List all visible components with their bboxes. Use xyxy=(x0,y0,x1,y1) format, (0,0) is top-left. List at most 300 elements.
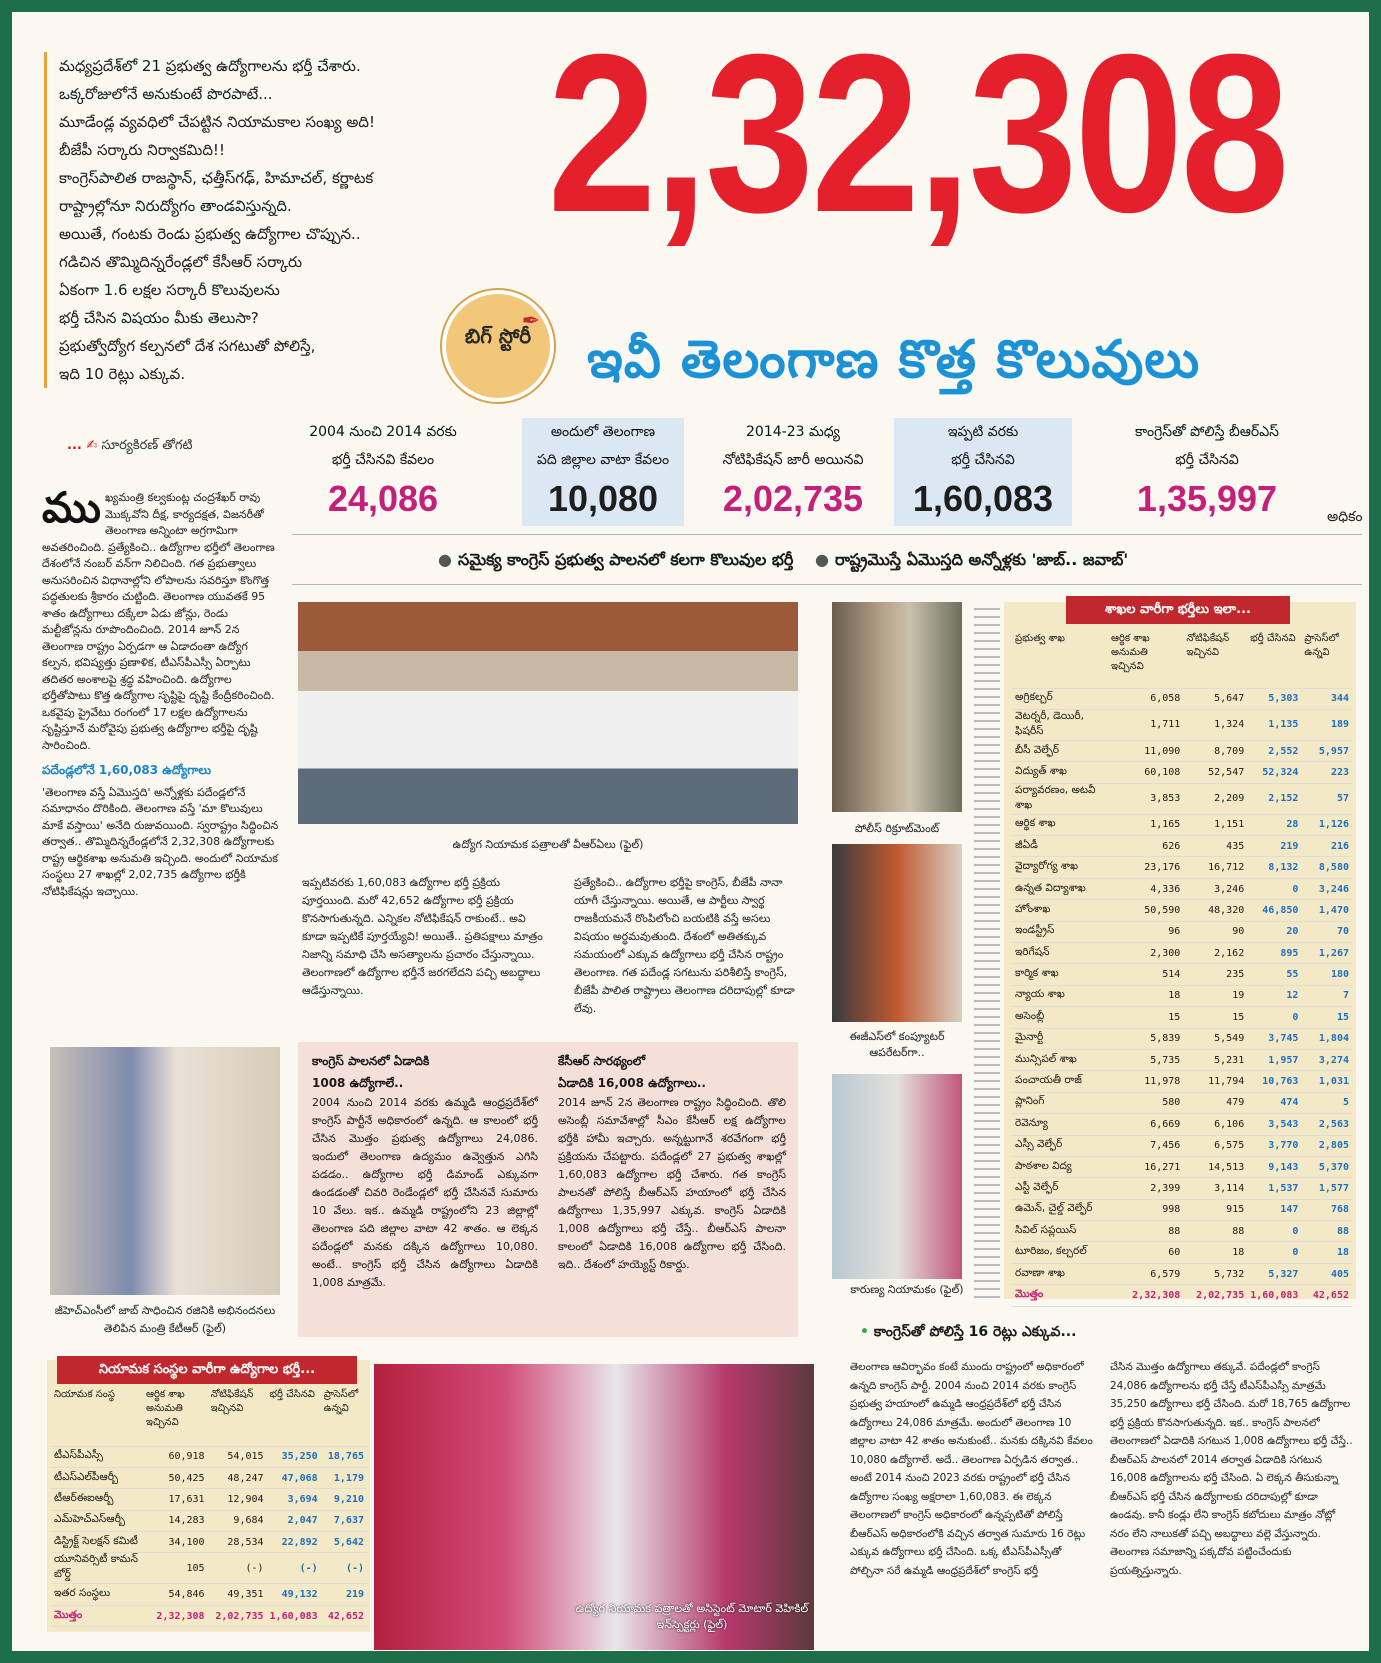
table-cell: 28 xyxy=(1247,814,1301,835)
table-cell: 14,513 xyxy=(1183,1156,1247,1177)
table-cell: 2,563 xyxy=(1301,1114,1352,1135)
table-cell: 5,303 xyxy=(1247,688,1301,709)
intro-line: గడిచిన తొమ్మిదిన్నరేండ్లలో కేసీఆర్ సర్కారు xyxy=(59,253,303,271)
table-cell: 47,068 xyxy=(267,1467,321,1488)
badge-text: బిగ్ స్టోరీ xyxy=(464,324,532,348)
table-cell: 1,126 xyxy=(1301,814,1352,835)
department-table xyxy=(1012,632,1352,1307)
table-cell: 96 xyxy=(1108,921,1183,942)
table-cell: 23,176 xyxy=(1108,857,1183,878)
table-cell: 6,106 xyxy=(1183,1114,1247,1135)
intro-block xyxy=(44,52,454,388)
table-cell: 54,015 xyxy=(208,1446,267,1467)
table-row xyxy=(51,1532,367,1553)
table-cell: 2,399 xyxy=(1108,1178,1183,1199)
table-row xyxy=(1012,985,1352,1006)
stat-label-1: ఇప్పటి వరకు xyxy=(947,424,1019,440)
intro-line: అయితే, గంటకు రెండు ప్రభుత్వ ఉద్యోగాల చొప్పున.. xyxy=(59,225,361,243)
photo-egs-operator xyxy=(832,844,962,1022)
table-cell: 11,978 xyxy=(1108,1071,1183,1092)
table-cell: 435 xyxy=(1183,836,1247,857)
table-cell: 5,370 xyxy=(1301,1156,1352,1177)
table-header-cell: ప్రాసెస్‌లో ఉన్నవి xyxy=(321,1388,367,1446)
table-cell: 6,669 xyxy=(1108,1114,1183,1135)
table-cell: బీసీ వెల్ఫేర్ xyxy=(1012,740,1108,761)
stat-label-1: కాంగ్రెస్‌తో పోలిస్తే బీఆర్‌ఎస్ xyxy=(1134,424,1280,440)
table-row xyxy=(1012,762,1352,783)
stat-value: 2,02,735 xyxy=(722,478,864,519)
table-cell: 0 xyxy=(1247,878,1301,899)
stat-2004-2014 xyxy=(302,418,464,526)
table-cell: అసెంబ్లీ xyxy=(1012,1007,1108,1028)
congress-body: 2004 నుంచి 2014 వరకు ఉమ్మడి ఆంధ్రప్రదేశ్‌లో కాంగ్రెస్ పార్టీనే అధికారంలో ఉన్నది. ఆ కాలంలో భర్తీ చేసిన మొత్తం ప్రభుత్వ ఉద్యోగాలు 24,086. ఇందులో తెలంగాణ ఉద్యమం ఉవ్వెత్తున ఎగిసి పడడం.. ఉద్యోగాల భర్తీ డిమాండ్ ఎక్కువగా ఉండడంతో చివరి రెండేండ్లలో భర్తీ చేసినవే సుమారు 10 వేలు. ఇక.. ఉమ్మడి రాష్ట్రంలోని 23 జిల్లాల్లో తెలంగాణ పది జిల్లాల వాటా 42 శాతం. ఆ లెక్కన పదేండ్లలో మనకు దక్కిన ఉద్యోగాలు 10,080. అంటే.. కాంగ్రెస్ భర్తీ చేసిన ఉద్యోగాలు ఏడాదికి 1,008 మాత్రమే. xyxy=(312,1096,538,1289)
table-cell: 5,735 xyxy=(1108,1049,1183,1070)
table-cell: 1,577 xyxy=(1301,1178,1352,1199)
table-cell: 88 xyxy=(1183,1221,1247,1242)
table-cell: 7 xyxy=(1301,985,1352,1006)
table-cell: 88 xyxy=(1301,1221,1352,1242)
table-header-cell: ఆర్థిక శాఖ అనుమతి ఇచ్చినవి xyxy=(143,1388,208,1446)
table-cell: 0 xyxy=(1247,1221,1301,1242)
caption-egs: ఈజీఎస్‌లో కంప్యూటర్ ఆపరేటర్‌గా.. xyxy=(849,1030,945,1059)
table-cell: 16,712 xyxy=(1183,857,1247,878)
stat-value: 10,080 xyxy=(547,478,659,519)
table-cell: (-) xyxy=(321,1553,367,1584)
table-cell: 1,135 xyxy=(1247,709,1301,740)
table-row xyxy=(1012,1071,1352,1092)
table-cell: 2,552 xyxy=(1247,740,1301,761)
bullet-dot-icon: ● xyxy=(438,550,452,569)
left-article xyxy=(42,483,279,900)
table-row xyxy=(1012,1135,1352,1156)
table-cell: 1,324 xyxy=(1183,709,1247,740)
stat-label-2: భర్తీ చేసినవి xyxy=(951,452,1015,468)
table-cell: 5,549 xyxy=(1183,1028,1247,1049)
table-cell: 1,165 xyxy=(1108,814,1183,835)
table-row xyxy=(1012,1199,1352,1220)
table-cell: 19 xyxy=(1183,985,1247,1006)
stat-label-2: భర్తీ చేసినవి xyxy=(1175,452,1239,468)
table-cell: 2,152 xyxy=(1247,783,1301,814)
table-row xyxy=(1012,1242,1352,1263)
table-cell: 7,637 xyxy=(321,1510,367,1531)
agency-table-title: నియామక సంస్థల వారీగా ఉద్యోగాల భర్తీ... xyxy=(57,1356,357,1384)
table-cell: 1,031 xyxy=(1301,1071,1352,1092)
table-cell: ఇండస్ట్రీస్ xyxy=(1012,921,1108,942)
table-cell: 8,132 xyxy=(1247,857,1301,878)
table-row xyxy=(51,1446,367,1467)
table-cell: 60,918 xyxy=(143,1446,208,1467)
table-cell: 998 xyxy=(1108,1199,1183,1220)
intro-line: కాంగ్రెస్‌పాలిత రాజస్థాన్, ఛత్తీస్‌గఢ్, హిమాచల్, కర్ణాటక xyxy=(59,169,374,187)
table-cell: 1,60,083 xyxy=(267,1605,321,1626)
congress-head-1: కాంగ్రెస్ పాలనలో ఏడాదికి xyxy=(312,1054,430,1068)
table-header-row xyxy=(51,1388,367,1446)
intro-line: భర్తీ చేసిన విషయం మీకు తెలుసా? xyxy=(59,309,259,327)
table-cell: 2,805 xyxy=(1301,1135,1352,1156)
table-cell: 55 xyxy=(1247,964,1301,985)
pen-icon: ✒ xyxy=(521,309,540,334)
table-cell: 12,904 xyxy=(208,1489,267,1510)
table-cell: ప్లానింగ్ xyxy=(1012,1092,1108,1113)
table-row xyxy=(1012,814,1352,835)
newspaper-page xyxy=(12,12,1369,1651)
table-row xyxy=(1012,1178,1352,1199)
table-cell: రవాణా శాఖ xyxy=(1012,1263,1108,1284)
table-cell: టీఎస్‌ఎల్‌పీఆర్బీ xyxy=(51,1467,143,1488)
table-cell: 6,579 xyxy=(1108,1263,1183,1284)
table-cell: 18,765 xyxy=(321,1446,367,1467)
intro-line: మూడేండ్ల వ్యవధిలో చేపట్టిన నియామకాల సంఖ్య అది! xyxy=(59,113,375,131)
table-cell: 49,351 xyxy=(208,1584,267,1605)
kcr-section xyxy=(558,1050,786,1274)
table-cell: (-) xyxy=(267,1553,321,1584)
table-cell: 0 xyxy=(1247,1242,1301,1263)
table-cell: పాఠశాల విద్య xyxy=(1012,1156,1108,1177)
bullet-text-2: రాష్ట్రమొస్తే ఏమొస్తది అన్నోళ్లకు 'జాబ్.. జవాబ్' xyxy=(834,550,1129,569)
table-cell: 35,250 xyxy=(267,1446,321,1467)
intro-line: బీజేపీ సర్కారు నిర్వాకమిది!! xyxy=(59,141,225,159)
stat-label-2: నోటిఫికేషన్ జారీ అయినవి xyxy=(722,452,864,468)
table-cell: (-) xyxy=(208,1553,267,1584)
bottom-right-headline xyxy=(860,1324,1076,1343)
table-cell: 1,537 xyxy=(1247,1178,1301,1199)
table-cell: 20 xyxy=(1247,921,1301,942)
table-cell: 235 xyxy=(1183,964,1247,985)
table-cell: మొత్తం xyxy=(1012,1285,1108,1306)
table-row xyxy=(1012,1049,1352,1070)
table-cell: 10,763 xyxy=(1247,1071,1301,1092)
table-cell: 52,547 xyxy=(1183,762,1247,783)
stat-value: 24,086 xyxy=(327,478,439,519)
table-cell: ఇతర సంస్థలు xyxy=(51,1584,143,1605)
photo-compassionate xyxy=(832,1074,962,1279)
table-cell: 1,957 xyxy=(1247,1049,1301,1070)
table-header-cell: భర్తీ చేసినవి xyxy=(1247,632,1301,688)
table-row xyxy=(51,1510,367,1531)
table-cell: 474 xyxy=(1247,1092,1301,1113)
stat-brs-vs-congress xyxy=(1092,418,1322,526)
table-row xyxy=(51,1467,367,1488)
table-row xyxy=(1012,1114,1352,1135)
table-cell: 60,108 xyxy=(1108,762,1183,783)
table-cell: 50,590 xyxy=(1108,900,1183,921)
table-cell: 34,100 xyxy=(143,1532,208,1553)
table-cell: 60 xyxy=(1108,1242,1183,1263)
caption-mvi: ఉద్యోగ నియామక పత్రాలతో అసిస్టెంట్ మోటార్ వెహికిల్ ఇన్‌స్పెక్టర్లు (ఫైల్) xyxy=(575,1602,809,1631)
table-cell: 5 xyxy=(1301,1092,1352,1113)
table-cell: 17,631 xyxy=(143,1489,208,1510)
notebook-spiral xyxy=(974,602,1000,1299)
table-cell: 3,694 xyxy=(267,1489,321,1510)
table-cell: 9,210 xyxy=(321,1489,367,1510)
table-cell: 11,090 xyxy=(1108,740,1183,761)
intro-line: ఇది 10 రెట్లు ఎక్కువ. xyxy=(59,365,186,383)
table-cell: 3,114 xyxy=(1183,1178,1247,1199)
table-cell: 2,209 xyxy=(1183,783,1247,814)
table-cell: 5,839 xyxy=(1108,1028,1183,1049)
byline: ... ✍ సూర్యకిరణ్ తోగటి xyxy=(67,438,193,453)
table-row xyxy=(1012,857,1352,878)
table-cell: 7,456 xyxy=(1108,1135,1183,1156)
table-cell: టీఆర్‌ఈఐఆర్బీ xyxy=(51,1489,143,1510)
stat-filled xyxy=(894,418,1072,526)
caption-vras: ఉద్యోగ నియామక పత్రాలతో వీఆర్‌ఏలు (ఫైల్) xyxy=(452,838,644,851)
table-cell: 580 xyxy=(1108,1092,1183,1113)
headline-subtitle: ఇవీ తెలంగాణ కొత్త కొలువులు xyxy=(587,330,1201,390)
table-cell: 219 xyxy=(321,1584,367,1605)
table-cell: 18 xyxy=(1301,1242,1352,1263)
table-cell: సివిల్ సప్లయిస్ xyxy=(1012,1221,1108,1242)
table-cell: 9,143 xyxy=(1247,1156,1301,1177)
table-cell: పంచాయతీ రాజ్ xyxy=(1012,1071,1108,1092)
table-row xyxy=(1012,709,1352,740)
table-cell: 5,647 xyxy=(1183,688,1247,709)
table-cell: 1,179 xyxy=(321,1467,367,1488)
table-total-row xyxy=(1012,1285,1352,1306)
table-cell: 5,732 xyxy=(1183,1263,1247,1284)
table-cell: 2,32,308 xyxy=(1108,1285,1183,1306)
stat-label-2: భర్తీ చేసినవి కేవలం xyxy=(331,452,435,468)
table-cell: 626 xyxy=(1108,836,1183,857)
stat-label-2: పది జిల్లాల వాటా కేవలం xyxy=(536,452,670,468)
table-cell: 18 xyxy=(1108,985,1183,1006)
big-story-badge xyxy=(442,290,554,402)
table-cell: 344 xyxy=(1301,688,1352,709)
headline-number: 2,32,308 xyxy=(547,12,1287,260)
table-cell: 3,246 xyxy=(1183,878,1247,899)
table-cell: 46,850 xyxy=(1247,900,1301,921)
bullet-strip xyxy=(432,550,1128,573)
table-cell: 915 xyxy=(1183,1199,1247,1220)
divider xyxy=(292,584,1362,585)
table-row xyxy=(1012,1221,1352,1242)
congress-section xyxy=(312,1050,538,1292)
intro-line: ఒక్కరోజులోనే అనుకుంటే పొరపాటే... xyxy=(59,85,273,103)
bottom-column-2: చేసిన మొత్తం ఉద్యోగాలు తక్కువే. పదేండ్లలో కాంగ్రెస్ 24,086 ఉద్యోగాలను భర్తీ చేస్తే టీఎస్‌పీఎస్సీ మాత్రమే 35,250 ఉద్యోగాలు భర్తీ చేసింది. మరో 18,765 ఉద్యోగాల భర్తీ ప్రక్రియ కొనసాగుతున్నది. ఇక.. కాంగ్రెస్ పాలనలో తెలంగాణలో ఏడాదికి సగటున 1,008 ఉద్యోగాలు భర్తీ చేస్తే.. బీఆర్‌ఎస్ పాలనలో 2014 తర్వాత ఏడాదికి సగటున 16,008 ఉద్యోగాలను భర్తీ చేసింది. ఏ లెక్కన తీసుకున్నా బీఆర్‌ఎస్ భర్తీ చేసిన ఉద్యోగాలకు దరిదాపుల్లో కూడా ఉండవు. కానీ కండ్లు లేని కాంగ్రెస్ కబోదులు మాత్రం నోట్లో నరం లేని నాలుకతో పచ్చి అబద్ధాలు వల్లె వేస్తున్నారు. తెలంగాణ సమాజాన్ని పక్కదోవ పట్టించేందుకు ప్రయత్నిస్తున్నారు. xyxy=(1110,1361,1353,1577)
table-row xyxy=(1012,836,1352,857)
table-cell: టూరిజం, కల్చరల్ xyxy=(1012,1242,1108,1263)
table-cell: జీఏడీ xyxy=(1012,836,1108,857)
table-cell: రెవెన్యూ xyxy=(1012,1114,1108,1135)
bottom-right-head-text: కాంగ్రెస్‌తో పోలిస్తే 16 రెట్లు ఎక్కువ... xyxy=(873,1324,1077,1340)
table-header-cell: ఆర్థిక శాఖ అనుమతి ఇచ్చినవి xyxy=(1108,632,1183,688)
table-cell: 18 xyxy=(1183,1242,1247,1263)
table-row xyxy=(1012,878,1352,899)
table-cell: 6,058 xyxy=(1108,688,1183,709)
table-header-row xyxy=(1012,632,1352,688)
table-cell: 57 xyxy=(1301,783,1352,814)
table-cell: న్యాయ శాఖ xyxy=(1012,985,1108,1006)
table-cell: ఉమెన్, చైల్డ్ వెల్ఫేర్ xyxy=(1012,1199,1108,1220)
table-cell: 15 xyxy=(1301,1007,1352,1028)
divider xyxy=(292,534,1362,535)
table-cell: 12 xyxy=(1247,985,1301,1006)
table-cell: పర్యావరణం, అటవీ శాఖ xyxy=(1012,783,1108,814)
table-cell: 48,247 xyxy=(208,1467,267,1488)
bullet-dot-icon: • xyxy=(860,1324,869,1340)
photo-ktr xyxy=(50,1047,280,1295)
table-cell: 52,324 xyxy=(1247,762,1301,783)
table-total-row xyxy=(51,1605,367,1626)
table-cell: 48,320 xyxy=(1183,900,1247,921)
table-cell: 147 xyxy=(1247,1199,1301,1220)
table-row xyxy=(51,1489,367,1510)
table-row xyxy=(1012,1007,1352,1028)
table-cell: 4,336 xyxy=(1108,878,1183,899)
table-cell: 90 xyxy=(1183,921,1247,942)
table-cell: 514 xyxy=(1108,964,1183,985)
intro-line: రాష్ట్రాల్లోనూ నిరుద్యోగం తాండవిస్తున్నది. xyxy=(59,197,292,215)
congress-head-2: 1008 ఉద్యోగాలే.. xyxy=(312,1076,404,1090)
table-cell: 8,709 xyxy=(1183,740,1247,761)
table-cell: 8,580 xyxy=(1301,857,1352,878)
intro-line: ఏకంగా 1.6 లక్షల సర్కారీ కొలువులను xyxy=(59,281,280,299)
stat-notifications xyxy=(712,418,874,526)
stat-label-1: అందులో తెలంగాణ xyxy=(550,424,656,440)
table-cell: 180 xyxy=(1301,964,1352,985)
table-cell: 5,327 xyxy=(1247,1263,1301,1284)
table-cell: 1,804 xyxy=(1301,1028,1352,1049)
table-cell: ఆర్థిక శాఖ xyxy=(1012,814,1108,835)
table-cell: కార్మిక శాఖ xyxy=(1012,964,1108,985)
table-row xyxy=(1012,1028,1352,1049)
table-header-cell: ప్రభుత్వ శాఖ xyxy=(1012,632,1108,688)
left-subhead: పదేండ్లలోనే 1,60,083 ఉద్యోగాలు xyxy=(42,763,212,777)
table-header-cell: నోటిఫికేషన్ ఇచ్చినవి xyxy=(1183,632,1247,688)
table-cell: 88 xyxy=(1108,1221,1183,1242)
table-cell: 3,274 xyxy=(1301,1049,1352,1070)
kcr-head-1: కేసీఆర్ సారథ్యంలో xyxy=(558,1054,646,1068)
table-cell: 22,892 xyxy=(267,1532,321,1553)
table-cell: ఎస్టీ వెల్ఫేర్ xyxy=(1012,1178,1108,1199)
table-cell: వైద్యారోగ్య శాఖ xyxy=(1012,857,1108,878)
table-row xyxy=(1012,921,1352,942)
table-cell: 2,32,308 xyxy=(143,1605,208,1626)
table-cell: 895 xyxy=(1247,943,1301,964)
table-cell: 1,151 xyxy=(1183,814,1247,835)
table-cell: 1,711 xyxy=(1108,709,1183,740)
table-cell: 54,846 xyxy=(143,1584,208,1605)
table-cell: 28,534 xyxy=(208,1532,267,1553)
table-cell: వెటర్నరీ, డెయిరీ, ఫిషరీస్ xyxy=(1012,709,1108,740)
table-cell: 16,271 xyxy=(1108,1156,1183,1177)
table-cell: 42,652 xyxy=(321,1605,367,1626)
table-cell: 2,02,735 xyxy=(208,1605,267,1626)
table-cell: 2,300 xyxy=(1108,943,1183,964)
table-cell: 5,642 xyxy=(321,1532,367,1553)
table-cell: 223 xyxy=(1301,762,1352,783)
caption-police: పోలీస్ రిక్రూట్‌మెంట్ xyxy=(854,822,940,835)
table-cell: 5,957 xyxy=(1301,740,1352,761)
table-header-cell: ప్రాసెస్‌లో ఉన్నవి xyxy=(1301,632,1352,688)
table-cell: అగ్రికల్చర్ xyxy=(1012,688,1108,709)
stat-value: 1,60,083 xyxy=(912,478,1054,519)
table-cell: ఎస్సీ వెల్ఫేర్ xyxy=(1012,1135,1108,1156)
table-row xyxy=(1012,964,1352,985)
table-cell: 42,652 xyxy=(1301,1285,1352,1306)
table-row xyxy=(1012,783,1352,814)
table-cell: 2,162 xyxy=(1183,943,1247,964)
bullet-dot-icon: ● xyxy=(814,550,829,569)
table-cell: 70 xyxy=(1301,921,1352,942)
table-cell: మొత్తం xyxy=(51,1605,143,1626)
intro-line: ప్రభుత్వోద్యోగ కల్పనలో దేశ సగటుతో పోలిస్తే, xyxy=(59,337,316,355)
table-cell: 3,853 xyxy=(1108,783,1183,814)
table-cell: 1,60,083 xyxy=(1247,1285,1301,1306)
mid-column-a: ఇప్పటివరకు 1,60,083 ఉద్యోగాల భర్తీ ప్రక్రియ పూర్తయింది. మరో 42,652 ఉద్యోగాల భర్తీ ప్రక్రియ కొనసాగుతున్నది. ఎన్నికల నోటిఫికేషన్ రాకుంటే.. అవి కూడా ఇప్పటికే పూర్తయ్యేవి! అయితే.. ప్రతిపక్షాలు మాత్రం నిజాన్ని సమాధి చేసి అసత్యాలను ప్రచారం చేస్తున్నాయి. తెలంగాణలో ఉద్యోగాల భర్తీనే జరగలేదని పచ్చి అబద్ధాలు ఆడేస్తున్నాయి. xyxy=(302,876,543,997)
byline-author: సూర్యకిరణ్ తోగటి xyxy=(101,438,193,453)
table-cell: 14,283 xyxy=(143,1510,208,1531)
table-row xyxy=(1012,900,1352,921)
photo-vras xyxy=(298,602,798,824)
table-cell: 3,770 xyxy=(1247,1135,1301,1156)
stat-telangana-share xyxy=(522,418,684,526)
table-cell: 3,246 xyxy=(1301,878,1352,899)
stat-suffix: అధికం xyxy=(1327,509,1363,525)
table-cell: డిస్ట్రిక్ట్ సెలక్షన్ కమిటీ xyxy=(51,1532,143,1553)
table-row xyxy=(1012,1263,1352,1284)
stat-label-1: 2014-23 మధ్య xyxy=(746,424,840,440)
table-cell: 216 xyxy=(1301,836,1352,857)
table-row xyxy=(51,1553,367,1584)
department-table-title: శాఖల వారీగా భర్తీలు ఇలా... xyxy=(1066,596,1290,624)
table-cell: 405 xyxy=(1301,1263,1352,1284)
table-cell: 1,267 xyxy=(1301,943,1352,964)
table-cell: ఎమ్‌హెచ్‌ఎస్‌ఆర్బీ xyxy=(51,1510,143,1531)
table-cell: 3,745 xyxy=(1247,1028,1301,1049)
stat-label-1: 2004 నుంచి 2014 వరకు xyxy=(309,424,457,440)
table-cell: ఉన్నత విద్యాశాఖ xyxy=(1012,878,1108,899)
mid-column-b: ప్రత్యేకించి.. ఉద్యోగాల భర్తీపై కాంగ్రెస్, బీజేపీ నానా యాగీ చేస్తున్నాయి. అయితే, ఆ పార్టీలు స్వార్థ రాజకీయమనే రొంపిలోంచి బయటికి వస్తే అసలు విషయం అర్థమవుతుంది. దేశంలో అతితక్కువ సమయంలో ఎక్కువ ఉద్యోగాలు భర్తీ చేసిన రాష్ట్రం తెలంగాణ. గత పదేండ్ల సగటును పరిశీలిస్తే కాంగ్రెస్, బీజేపీ పాలిత రాష్ట్రాలు తెలంగాణ దరిదాపుల్లో కూడా లేవు. xyxy=(574,876,795,1015)
table-cell: యూనివర్సిటీ కామన్ బోర్డ్ xyxy=(51,1553,143,1584)
table-header-cell: నోటిఫికేషన్ ఇచ్చినవి xyxy=(208,1388,267,1446)
bottom-column-1: తెలంగాణ ఆవిర్భావం కంటే ముందు రాష్ట్రంలో అధికారంలో ఉన్నది కాంగ్రెస్ పార్టీ. 2004 నుంచి 2014 వరకు కాంగ్రెస్ ప్రభుత్వ హయాంలో ఉమ్మడి ఆంధ్రప్రదేశ్‌లో భర్తీ చేసిన ఉద్యోగాలు 24,086 మాత్రమే. అందులో తెలంగాణ 10 జిల్లాల వాటా 42 శాతం అనుకుంటే.. మనకు దక్కినవి కేవలం 10,080 ఉద్యోగాలే. అదే.. తెలంగాణ ఏర్పడిన తర్వాత.. అంటే 2014 నుంచి 2023 వరకు రాష్ట్రంలో భర్తీ చేసిన ఉద్యోగాల సంఖ్య అక్షరాలా 1,60,083. ఈ లెక్కన తెలంగాణలో కాంగ్రెస్ అధికారంలో ఉన్నప్పటితో పోలిస్తే బీఆర్‌ఎస్ అధికారంలోకి వచ్చిన తర్వాత సుమారు 16 రెట్లు ఎక్కువ ఉద్యోగాలు భర్తీ చేసింది. ఒక్క టీఎస్‌పీఎస్సీతో పోల్చినా సరే ఉమ్మడి ఆంధ్రప్రదేశ్‌లో కాంగ్రెస్ భర్తీ xyxy=(850,1361,1093,1577)
drop-cap: ము xyxy=(42,483,101,532)
comparison-box xyxy=(298,1042,798,1337)
caption-compassionate: కారుణ్య నియామకం (ఫైల్) xyxy=(850,1283,964,1296)
table-cell: 15 xyxy=(1183,1007,1247,1028)
table-cell: 768 xyxy=(1301,1199,1352,1220)
table-row xyxy=(1012,943,1352,964)
table-cell: 2,047 xyxy=(267,1510,321,1531)
table-cell: టీఎస్‌పీఎస్సీ xyxy=(51,1446,143,1467)
agency-table xyxy=(51,1388,367,1627)
table-row xyxy=(1012,1156,1352,1177)
table-cell: 1,470 xyxy=(1301,900,1352,921)
table-row xyxy=(51,1584,367,1605)
kcr-head-2: ఏడాదికి 16,008 ఉద్యోగాలు.. xyxy=(558,1076,706,1090)
caption-ktr: జీహెచ్‌ఎంసీలో జాబ్ సాధించిన రజినికి అభినందనలు తెలిపిన మంత్రి కేటీఆర్ (ఫైల్) xyxy=(54,1304,276,1335)
table-cell: 15 xyxy=(1108,1007,1183,1028)
kcr-body: 2014 జూన్ 2న తెలంగాణ రాష్ట్రం సిద్ధించింది. తొలి అసెంబ్లీ సమావేశాల్లో సీఎం కేసీఆర్ లక్ష ఉద్యోగాల భర్తీకి హామీ ఇచ్చారు. అన్నట్టుగానే శరవేగంగా భర్తీ ప్రక్రియను చేపట్టారు. పదేండ్లలో 27 ప్రభుత్వ శాఖల్లో 1,60,083 ఉద్యోగాల భర్తీ చేశారు. గత కాంగ్రెస్ పాలనతో పోలిస్తే బీఆర్‌ఎస్ హయాంలో భర్తీ చేసిన ఉద్యోగాలు 1,35,997 ఎక్కువ. కాంగ్రెస్ ఏడాదికి 1,008 ఉద్యోగాలు భర్తీ చేస్తే.. బీఆర్‌ఎస్ పాలనా కాలంలో ఏడాదికి 16,008 ఉద్యోగాల భర్తీ చేసింది. ఇది.. దేశంలో హయ్యెస్ట్ రికార్డు. xyxy=(558,1096,786,1271)
table-cell: 50,425 xyxy=(143,1467,208,1488)
bullet-text-1: సమైక్య కాంగ్రెస్ ప్రభుత్వ పాలనలో కలగా కొలువుల భర్తీ xyxy=(457,550,794,569)
table-cell: 5,231 xyxy=(1183,1049,1247,1070)
table-cell: మున్సిపల్ శాఖ xyxy=(1012,1049,1108,1070)
agency-table-panel xyxy=(47,1360,370,1632)
table-row xyxy=(1012,688,1352,709)
table-cell: 49,132 xyxy=(267,1584,321,1605)
table-header-cell: నియామక సంస్థ xyxy=(51,1388,143,1446)
table-cell: విద్యుత్ శాఖ xyxy=(1012,762,1108,783)
table-cell: 105 xyxy=(143,1553,208,1584)
table-cell: ఇరిగేషన్ xyxy=(1012,943,1108,964)
photo-police xyxy=(832,602,962,812)
intro-line: మధ్యప్రదేశ్‌లో 21 ప్రభుత్వ ఉద్యోగాలను భర్తీ చేశారు. xyxy=(59,57,361,75)
table-cell: 6,575 xyxy=(1183,1135,1247,1156)
table-cell: 9,684 xyxy=(208,1510,267,1531)
